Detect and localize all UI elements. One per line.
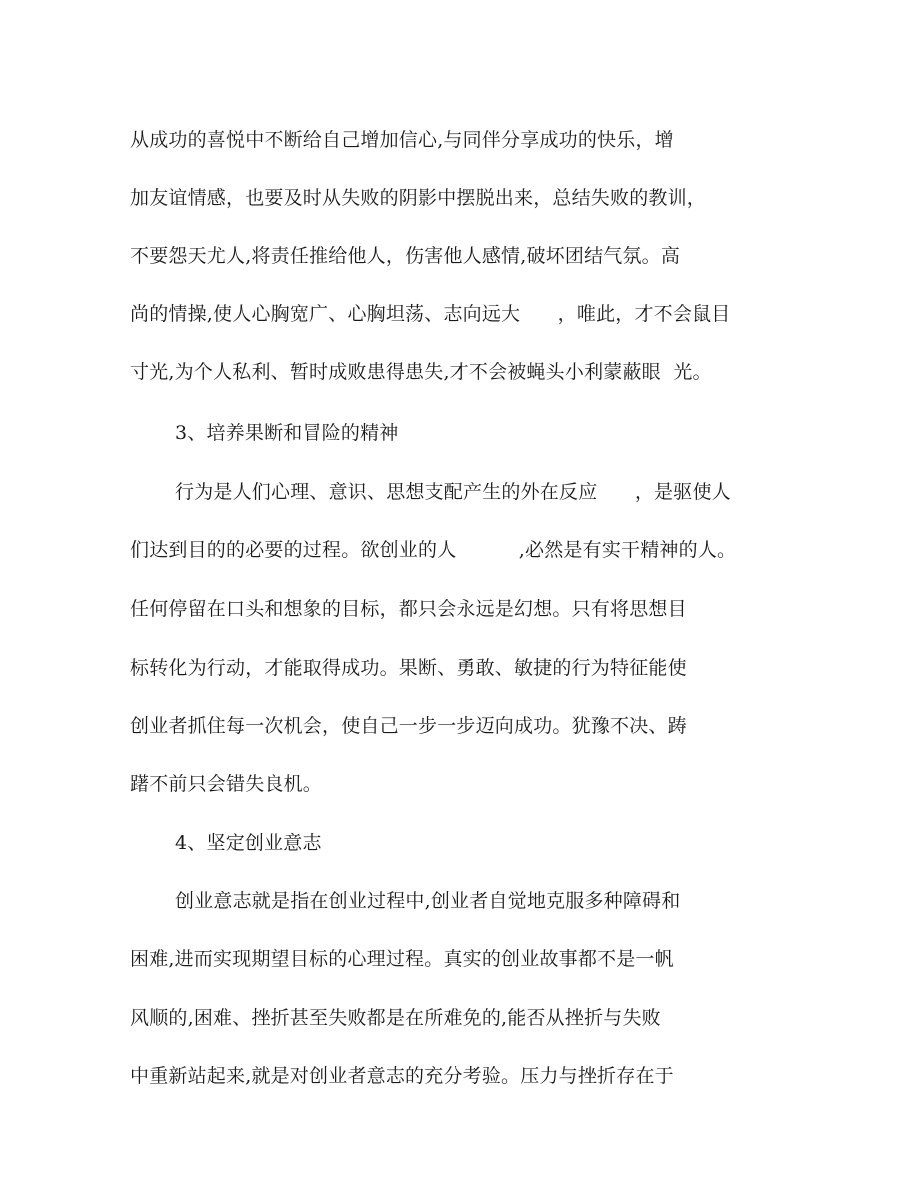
paragraph-line: 行为是人们心理、意识、思想支配产生的外在反应 ，是驱使人 [175,481,731,503]
paragraph-line: 困难,进而实现期望目标的心理过程。真实的创业故事都不是一帆 [130,948,674,970]
paragraph-line: 任何停留在口头和想象的目标，都只会永远是幻想。只有将思想目 [130,598,687,620]
paragraph-line: 从成功的喜悦中不断给自己增加信心,与同伴分享成功的快乐，增 [130,129,674,151]
paragraph-line: 尚的情操,使人心胸宽广、心胸坦荡、志向远大 ，唯此，才不会鼠目 [130,303,731,325]
section-heading: 3、培养果断和冒险的精神 [175,422,399,444]
paragraph-line: 创业意志就是指在创业过程中,创业者自觉地克服多种障碍和 [175,890,681,912]
paragraph-line: 标转化为行动，才能取得成功。果断、勇敢、敏捷的行为特征能使 [130,657,687,679]
section-heading: 4、坚定创业意志 [175,832,322,854]
paragraph-line: 中重新站起来,就是对创业者意志的充分考验。压力与挫折存在于 [130,1065,674,1087]
paragraph-line: 躇不前只会错失良机。 [130,773,323,795]
paragraph-line: 加友谊情感，也要及时从失败的阴影中摆脱出来，总结失败的教训， [130,187,707,209]
paragraph-line: 们达到目的的必要的过程。欲创业的人 ,必然是有实干精神的人。 [130,539,737,561]
paragraph-line: 风顺的,困难、挫折甚至失败都是在所难免的,能否从挫折与失败 [130,1007,661,1029]
paragraph-line: 寸光,为个人私利、暂时成败患得患失,才不会被蝇头小利蒙蔽眼 光。 [130,361,712,383]
paragraph-line: 创业者抓住每一次机会，使自己一步一步迈向成功。犹豫不决、踌 [130,715,687,737]
paragraph-line: 不要怨天尤人,将责任推给他人，伤害他人感情,破坏团结气氛。高 [130,245,681,267]
